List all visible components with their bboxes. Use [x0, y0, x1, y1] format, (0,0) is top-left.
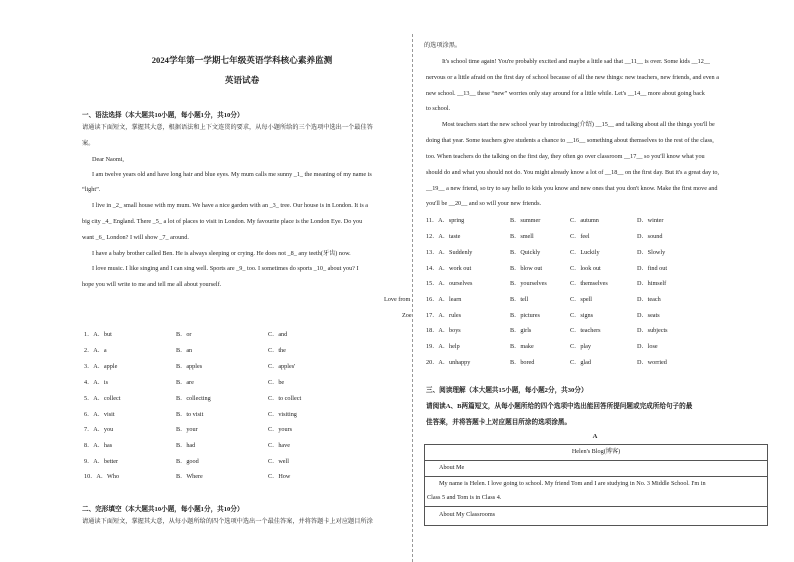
option-c: C．Luckily: [570, 249, 600, 256]
about-me-text: Class 5 and Tom is in Class 4.: [427, 494, 502, 501]
option-a: 5．A．collect: [84, 395, 121, 402]
option-c: C．be: [268, 379, 285, 386]
option-a: 1．A．but: [84, 331, 112, 338]
passage-line: I am twelve years old and have long hair and blue eyes. My mum calls me sunny _1_ the meaning of my name is: [92, 171, 372, 178]
section1-heading: 一、语法选择（本大题共10小题，每小题1分，共10分）: [82, 112, 244, 119]
table-divider: [425, 460, 767, 461]
option-a: 17．A．rules: [426, 312, 462, 319]
option-c: C．have: [268, 442, 290, 449]
passage-line: I have a baby brother called Ben. He is always sleeping or crying. He does not _8_ any teeth(牙齿) now.: [92, 250, 351, 257]
cloze-line: new school. __13__ these “new” worries only stay around for a little while. Let's __14__ more about going back: [426, 90, 705, 97]
section3-heading: 三、阅读理解（本大题共15小题，每小题2分，共30分）: [426, 387, 588, 394]
cloze-line: nervous or a little afraid on the first day of school because of all the new things: new teachers, new friends, and even a: [426, 74, 719, 81]
section3-instruction: 请阅读A、B两篇短文，从每小题所给的四个选项中选出能回答所提问题或完成所给句子的最: [426, 403, 693, 410]
option-b: B．girls: [510, 327, 532, 334]
passage-line: big city _4_ England. There _5_ a lot of places to visit in London. My favourite place is the London Eye. Do you: [82, 218, 363, 225]
option-a: 3．A．apple: [84, 363, 118, 370]
option-b: B．collecting: [176, 395, 211, 402]
cloze-line: you'll be __20__ and so will your new friends.: [426, 200, 542, 207]
passage-line: want _6_ London? I will show _7_ around.: [82, 234, 189, 241]
option-a: 12．A．taste: [426, 233, 461, 240]
option-c: C．play: [570, 343, 591, 350]
option-a: 9．A．better: [84, 458, 119, 465]
cloze-line: to school.: [426, 105, 451, 112]
option-c: C．look out: [570, 265, 601, 272]
option-a: 19．A．help: [426, 343, 460, 350]
option-b: B．summer: [510, 217, 541, 224]
option-b: B．smell: [510, 233, 534, 240]
exam-subtitle: 英语试卷: [224, 75, 260, 85]
passage-line: I love music. I like singing and I can sing well. Sports are _9_ too. I sometimes do sports _10_ about you? I: [92, 265, 359, 272]
option-b: B．good: [176, 458, 199, 465]
option-b: B．are: [176, 379, 194, 386]
option-c: C．the: [268, 347, 286, 354]
option-a: 8．A．has: [84, 442, 113, 449]
right-column: [420, 0, 770, 562]
blog-title: Helen's Blog(博客): [571, 448, 621, 455]
option-d: D．Slowly: [637, 249, 666, 256]
option-a: 4．A．is: [84, 379, 109, 386]
option-c: C．well: [268, 458, 289, 465]
option-d: D．subjects: [637, 327, 668, 334]
option-b: B．your: [176, 426, 198, 433]
option-d: D．teach: [637, 296, 661, 303]
option-a: 14．A．work out: [426, 265, 472, 272]
option-a: 11．A．spring: [426, 217, 465, 224]
exam-title: 2024学年第一学期七年级英语学科核心素养监测: [151, 55, 333, 65]
left-column: [78, 0, 412, 562]
table-divider: [425, 476, 767, 477]
section2-instruction: 请通读下面短文，掌握其大意，从每小题所给的四个选项中选出一个最佳答案，并将答题卡上对应题目所涂: [82, 518, 373, 525]
option-b: B．or: [176, 331, 192, 338]
option-d: D．winter: [637, 217, 664, 224]
option-b: B．Where: [176, 473, 203, 480]
option-c: C．autumn: [570, 217, 599, 224]
option-a: 7．A．you: [84, 426, 114, 433]
cloze-line: It's school time again! You're probably excited and maybe a little sad that __11__ is over. Some kids __12__: [442, 58, 711, 65]
column-divider: [412, 34, 413, 562]
option-a: 16．A．learn: [426, 296, 462, 303]
passage-a-label: A: [592, 433, 598, 440]
option-c: C．apples': [268, 363, 296, 370]
option-b: B．Quickly: [510, 249, 541, 256]
cloze-line: __19__ a new friend, so try to say hello to kids you know and new ones that you don't know. Make the first move and: [426, 185, 718, 192]
option-a: 2．A．a: [84, 347, 107, 354]
about-me-text: My name is Helen. I love going to school. My friend Tom and I are studying in No. 3 Middle School. I'm in: [439, 480, 706, 487]
option-a: 13．A．Suddenly: [426, 249, 473, 256]
option-b: B．make: [510, 343, 534, 350]
option-a: 6．A．visit: [84, 411, 115, 418]
section1-instruction-cont: 案。: [82, 140, 95, 147]
table-divider: [425, 506, 767, 507]
signoff-name: Zoe: [402, 312, 412, 319]
option-b: B．blow out: [510, 265, 543, 272]
option-c: C．yours: [268, 426, 293, 433]
option-b: B．bored: [510, 359, 535, 366]
option-a: 15．A．ourselves: [426, 280, 473, 287]
about-classrooms-heading: About My Classrooms: [439, 511, 496, 518]
option-d: D．sound: [637, 233, 663, 240]
option-b: B．an: [176, 347, 193, 354]
section2-heading: 二、完形填空（本大题共10小题，每小题1分，共10分）: [82, 506, 244, 513]
option-c: C．How: [268, 473, 291, 480]
option-b: B．had: [176, 442, 196, 449]
option-d: D．seats: [637, 312, 660, 319]
option-d: D．himself: [637, 280, 667, 287]
option-a: 18．A．boys: [426, 327, 461, 334]
passage-line: “light”.: [82, 186, 101, 193]
option-c: C．spell: [570, 296, 593, 303]
section3-instruction-cont: 佳答案，并将答题卡上对应题目所涂的选项涂黑。: [426, 419, 572, 426]
cloze-line: should do and what you should not do. You might already know a lot of __18__ on the first day. But it's a great day to,: [426, 169, 720, 176]
option-c: C．glad: [570, 359, 591, 366]
passage-line: I live in _2_ small house with my mum. We have a nice garden with an _3_ tree. Our house is in London. It is a: [92, 202, 369, 209]
option-b: B．pictures: [510, 312, 540, 319]
option-a: 20．A．unhappy: [426, 359, 471, 366]
passage-line: Dear Naomi,: [92, 156, 124, 163]
option-c: C．feel: [570, 233, 590, 240]
option-d: D．lose: [637, 343, 658, 350]
blog-table: [424, 444, 768, 526]
option-c: C．visiting: [268, 411, 297, 418]
option-d: D．worried: [637, 359, 667, 366]
option-b: B．yourselves: [510, 280, 547, 287]
option-b: B．to visit: [176, 411, 204, 418]
cloze-line: Most teachers start the new school year by introducing(介绍) __15__ and talking about all the things you'll be: [442, 121, 715, 128]
cloze-line: doing that year. Some teachers give students a chance to __16__ something about themselves to the rest of the class,: [426, 137, 714, 144]
cloze-line: too. When teachers do the talking on the first day, they often go over classroom __17__ so you'll know what you: [426, 153, 705, 160]
section2-instruction-cont: 的选项涂黑。: [424, 42, 462, 49]
option-c: C．and: [268, 331, 288, 338]
option-d: D．find out: [637, 265, 668, 272]
option-a: 10．A．Who: [84, 473, 120, 480]
option-c: C．to collect: [268, 395, 302, 402]
option-b: B．tell: [510, 296, 529, 303]
option-c: C．themselves: [570, 280, 608, 287]
option-c: C．teachers: [570, 327, 601, 334]
about-me-heading: About Me: [439, 464, 465, 471]
section1-instruction: 请通读下面短文，掌握其大意，根据语法和上下文连贯的要求，从每小题所给的三个选项中选出一个最佳答: [82, 124, 373, 131]
option-c: C．signs: [570, 312, 594, 319]
passage-line: hope you will write to me and tell me all about yourself.: [82, 281, 222, 288]
option-b: B．apples: [176, 363, 203, 370]
signoff-love: Love from: [384, 296, 411, 303]
